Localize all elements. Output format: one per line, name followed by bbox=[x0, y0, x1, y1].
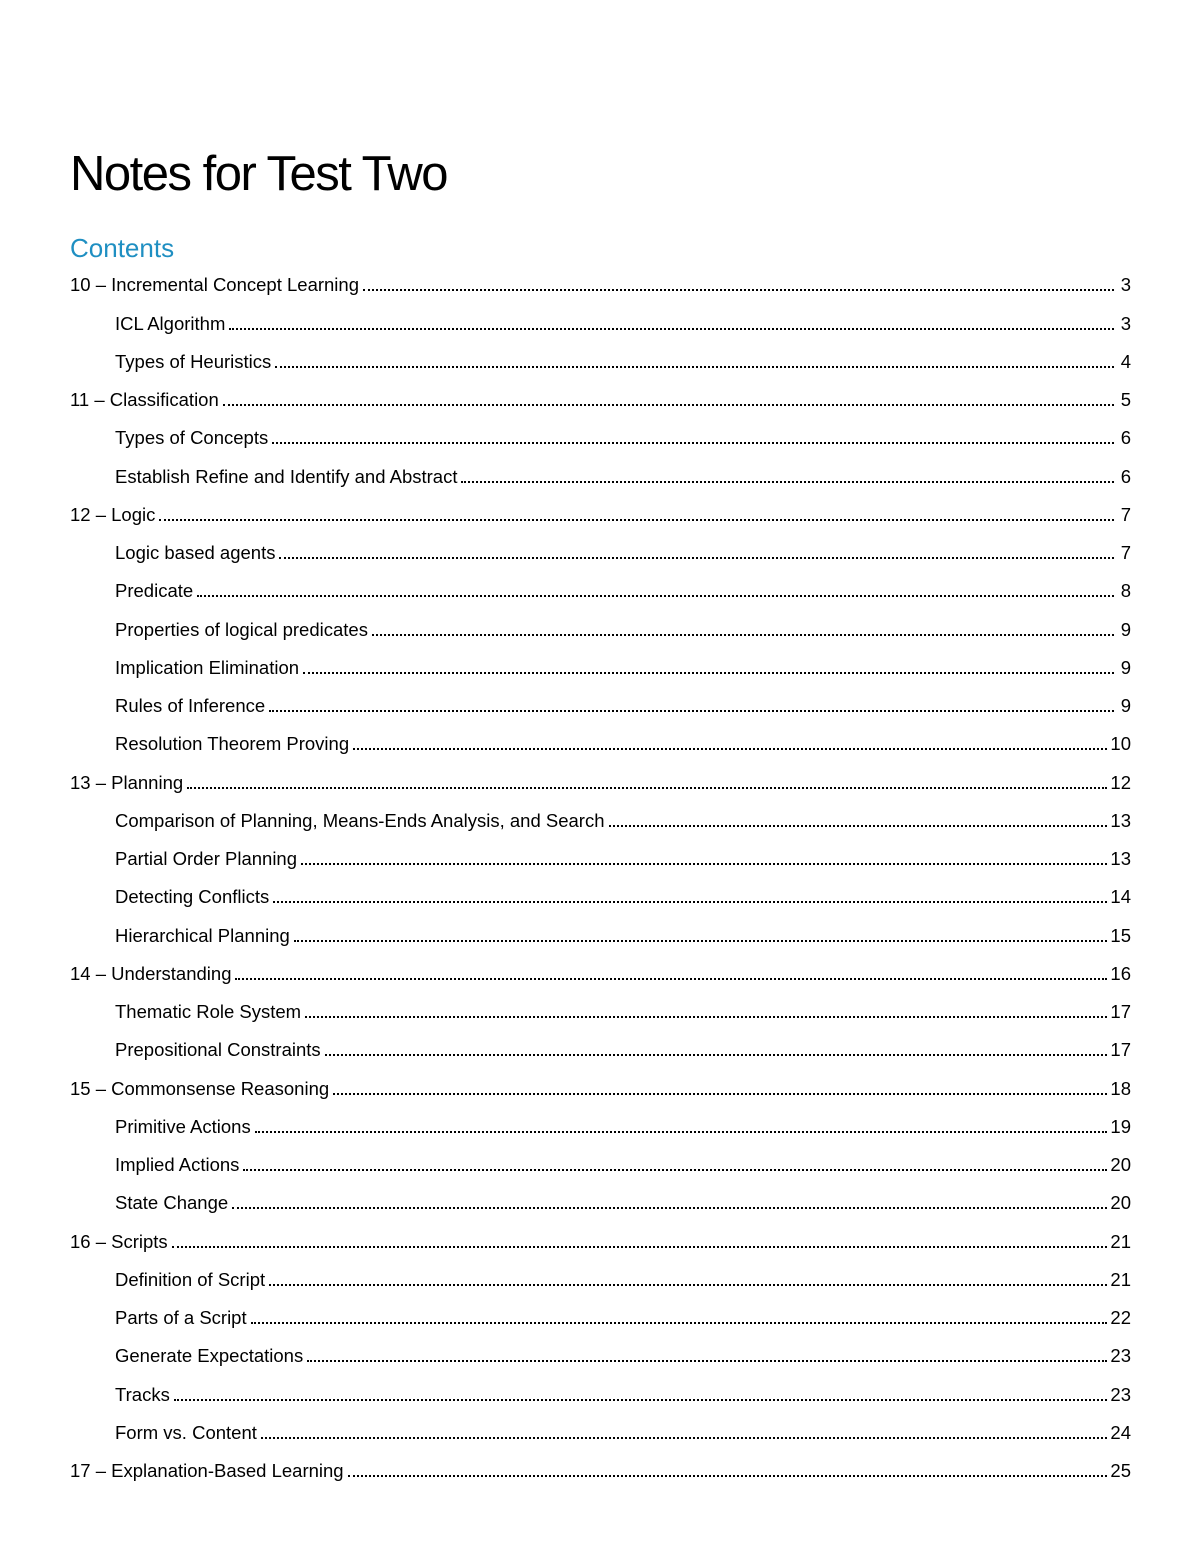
toc-entry-page-number[interactable]: 16 bbox=[1110, 962, 1131, 984]
toc-entry-title[interactable]: ICL Algorithm bbox=[115, 312, 226, 334]
toc-entry-title[interactable]: 12 – Logic bbox=[70, 503, 156, 525]
toc-entry-page-number[interactable]: 14 bbox=[1110, 886, 1131, 908]
toc-subentry[interactable] bbox=[70, 687, 1131, 725]
toc-entry-page-number[interactable]: 23 bbox=[1110, 1345, 1131, 1367]
toc-subentry[interactable] bbox=[70, 916, 1131, 954]
toc-dot-leader bbox=[275, 366, 1114, 368]
toc-dot-leader bbox=[279, 557, 1114, 559]
toc-dot-leader bbox=[232, 1207, 1107, 1209]
toc-dot-leader bbox=[273, 901, 1107, 903]
toc-dot-leader bbox=[305, 1016, 1107, 1018]
toc-dot-leader bbox=[255, 1131, 1108, 1133]
toc-entry-page-number[interactable]: 6 bbox=[1120, 427, 1131, 449]
toc-dot-leader bbox=[223, 404, 1114, 406]
toc-entry-title[interactable]: Detecting Conflicts bbox=[115, 886, 270, 908]
toc-dot-leader bbox=[353, 748, 1107, 750]
toc-dot-leader bbox=[197, 595, 1114, 597]
toc-heading: Contents bbox=[70, 233, 175, 263]
toc-entry-title[interactable]: Predicate bbox=[115, 580, 194, 602]
toc-dot-leader bbox=[172, 1246, 1108, 1248]
toc-subentry[interactable] bbox=[70, 1414, 1131, 1452]
toc-dot-leader bbox=[272, 442, 1114, 444]
toc-entry-title[interactable]: Prepositional Constraints bbox=[115, 1039, 321, 1061]
toc-entry-title[interactable]: Tracks bbox=[115, 1383, 170, 1405]
toc-entry-title[interactable]: Resolution Theorem Proving bbox=[115, 733, 350, 755]
toc-dot-leader bbox=[251, 1322, 1108, 1324]
toc-subentry[interactable] bbox=[70, 304, 1131, 342]
toc-entry-page-number[interactable]: 9 bbox=[1120, 618, 1131, 640]
toc-dot-leader bbox=[159, 519, 1114, 521]
toc-entry-page-number[interactable]: 3 bbox=[1120, 274, 1131, 296]
toc-entry-page-number[interactable]: 17 bbox=[1110, 1001, 1131, 1022]
toc-subentry[interactable] bbox=[70, 1108, 1131, 1146]
toc-subentry[interactable] bbox=[70, 725, 1131, 763]
toc-entry-page-number[interactable]: 10 bbox=[1110, 733, 1131, 755]
toc-entry-title[interactable]: Rules of Inference bbox=[115, 695, 266, 716]
toc-entry-page-number[interactable]: 21 bbox=[1110, 1268, 1131, 1290]
toc-dot-leader bbox=[187, 787, 1107, 789]
toc-entry-page-number[interactable]: 21 bbox=[1110, 1230, 1131, 1252]
toc-entry-title[interactable]: Definition of Script bbox=[115, 1268, 266, 1290]
toc-entry-page-number[interactable]: 13 bbox=[1110, 809, 1131, 831]
toc-dot-leader bbox=[461, 481, 1114, 483]
toc-entry-page-number[interactable]: 6 bbox=[1120, 465, 1131, 487]
toc-entry-page-number[interactable]: 19 bbox=[1110, 1115, 1131, 1137]
toc-entry-title[interactable]: Generate Expectations bbox=[115, 1345, 304, 1367]
toc-entry-page-number[interactable]: 25 bbox=[1110, 1460, 1131, 1481]
toc-entry-title[interactable]: 13 – Planning bbox=[70, 771, 184, 793]
table-of-contents bbox=[70, 266, 1131, 1490]
toc-dot-leader bbox=[269, 710, 1114, 712]
toc-entry-page-number[interactable]: 7 bbox=[1120, 542, 1131, 563]
toc-entry-page-number[interactable]: 13 bbox=[1110, 848, 1131, 869]
toc-subentry[interactable] bbox=[70, 1184, 1131, 1222]
toc-entry-page-number[interactable]: 12 bbox=[1110, 771, 1131, 793]
toc-dot-leader bbox=[269, 1284, 1107, 1286]
toc-entry-page-number[interactable]: 18 bbox=[1110, 1077, 1131, 1099]
toc-entry-title[interactable]: Implication Elimination bbox=[115, 656, 300, 678]
toc-subentry[interactable] bbox=[70, 343, 1131, 381]
toc-entry-title[interactable]: Logic based agents bbox=[115, 542, 276, 563]
toc-entry-title[interactable]: 10 – Incremental Concept Learning bbox=[70, 274, 359, 296]
toc-subentry[interactable] bbox=[70, 534, 1131, 572]
toc-subentry[interactable] bbox=[70, 1261, 1131, 1299]
toc-dot-leader bbox=[243, 1169, 1107, 1171]
toc-entry-page-number[interactable]: 20 bbox=[1110, 1192, 1131, 1214]
toc-dot-leader bbox=[363, 289, 1114, 291]
toc-subentry[interactable] bbox=[70, 1031, 1131, 1069]
toc-dot-leader bbox=[372, 634, 1114, 636]
toc-entry[interactable] bbox=[70, 763, 1131, 801]
toc-dot-leader bbox=[325, 1054, 1108, 1056]
toc-dot-leader bbox=[229, 328, 1114, 330]
toc-dot-leader bbox=[303, 672, 1114, 674]
toc-entry-title[interactable]: Parts of a Script bbox=[115, 1307, 247, 1328]
toc-subentry[interactable] bbox=[70, 457, 1131, 495]
toc-dot-leader bbox=[261, 1437, 1108, 1439]
toc-entry-title[interactable]: 16 – Scripts bbox=[70, 1230, 168, 1252]
toc-entry[interactable] bbox=[70, 496, 1131, 534]
toc-entry-title[interactable]: State Change bbox=[115, 1192, 229, 1214]
toc-entry-title[interactable]: Establish Refine and Identify and Abstract bbox=[115, 465, 458, 487]
toc-entry-page-number[interactable]: 3 bbox=[1120, 312, 1131, 334]
toc-entry[interactable] bbox=[70, 1069, 1131, 1107]
toc-subentry[interactable] bbox=[70, 610, 1131, 648]
toc-entry-title[interactable]: Hierarchical Planning bbox=[115, 924, 290, 946]
toc-dot-leader bbox=[294, 940, 1108, 942]
toc-entry-page-number[interactable]: 7 bbox=[1120, 503, 1131, 525]
toc-entry-title[interactable]: 11 – Classification bbox=[70, 389, 219, 410]
toc-dot-leader bbox=[307, 1360, 1107, 1362]
toc-entry-page-number[interactable]: 22 bbox=[1110, 1307, 1131, 1328]
toc-subentry[interactable] bbox=[70, 419, 1131, 457]
toc-subentry[interactable] bbox=[70, 1146, 1131, 1184]
toc-subentry[interactable] bbox=[70, 1375, 1131, 1413]
toc-dot-leader bbox=[609, 825, 1108, 827]
toc-entry-page-number[interactable]: 4 bbox=[1120, 350, 1131, 372]
toc-entry-page-number[interactable]: 8 bbox=[1120, 580, 1131, 602]
toc-entry-title[interactable]: 15 – Commonsense Reasoning bbox=[70, 1077, 330, 1099]
toc-entry-title[interactable]: Comparison of Planning, Means-Ends Analysis, and Search bbox=[115, 809, 605, 831]
toc-entry-title[interactable]: 17 – Explanation-Based Learning bbox=[70, 1460, 344, 1481]
toc-entry-title[interactable]: Properties of logical predicates bbox=[115, 618, 368, 640]
toc-entry-title[interactable]: Thematic Role System bbox=[115, 1001, 302, 1022]
toc-entry[interactable] bbox=[70, 381, 1131, 419]
toc-entry-page-number[interactable]: 24 bbox=[1110, 1421, 1131, 1443]
toc-subentry[interactable] bbox=[70, 1337, 1131, 1375]
toc-dot-leader bbox=[235, 978, 1107, 980]
toc-entry-page-number[interactable]: 9 bbox=[1120, 695, 1131, 716]
toc-dot-leader bbox=[301, 863, 1107, 865]
toc-dot-leader bbox=[174, 1399, 1108, 1401]
toc-entry-page-number[interactable]: 5 bbox=[1120, 389, 1131, 410]
toc-dot-leader bbox=[333, 1093, 1107, 1095]
toc-subentry[interactable] bbox=[70, 649, 1131, 687]
document-title: Notes for Test Two bbox=[70, 147, 447, 201]
toc-subentry[interactable] bbox=[70, 840, 1131, 878]
toc-entry[interactable] bbox=[70, 1222, 1131, 1260]
toc-entry[interactable] bbox=[70, 266, 1131, 304]
toc-subentry[interactable] bbox=[70, 802, 1131, 840]
toc-entry-page-number[interactable]: 20 bbox=[1110, 1154, 1131, 1175]
toc-subentry[interactable] bbox=[70, 572, 1131, 610]
toc-dot-leader bbox=[348, 1475, 1108, 1477]
toc-entry-title[interactable]: 14 – Understanding bbox=[70, 962, 232, 984]
toc-entry-title[interactable]: Implied Actions bbox=[115, 1154, 240, 1175]
toc-entry-page-number[interactable]: 17 bbox=[1110, 1039, 1131, 1061]
toc-entry-page-number[interactable]: 23 bbox=[1110, 1383, 1131, 1405]
toc-entry-title[interactable]: Types of Heuristics bbox=[115, 350, 272, 372]
toc-entry-title[interactable]: Primitive Actions bbox=[115, 1115, 251, 1137]
toc-entry-title[interactable]: Form vs. Content bbox=[115, 1421, 257, 1443]
toc-subentry[interactable] bbox=[70, 878, 1131, 916]
toc-entry-title[interactable]: Types of Concepts bbox=[115, 427, 269, 449]
toc-entry[interactable] bbox=[70, 1452, 1131, 1490]
toc-subentry[interactable] bbox=[70, 993, 1131, 1031]
toc-entry[interactable] bbox=[70, 955, 1131, 993]
toc-subentry[interactable] bbox=[70, 1299, 1131, 1337]
toc-entry-page-number[interactable]: 15 bbox=[1110, 924, 1131, 946]
toc-entry-title[interactable]: Partial Order Planning bbox=[115, 848, 298, 869]
toc-entry-page-number[interactable]: 9 bbox=[1120, 656, 1131, 678]
